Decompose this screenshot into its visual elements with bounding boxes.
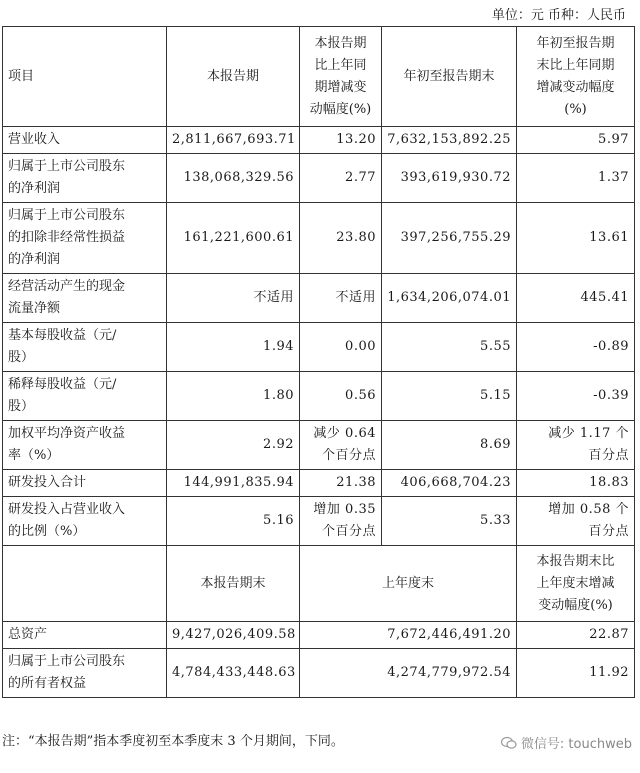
cell-yoy-change: 0.56: [300, 372, 382, 421]
table-row: [3, 274, 635, 323]
cell-ytd-yoy-change: 1.37: [517, 154, 635, 203]
cell-ytd: 1,634,206,074.01: [382, 274, 517, 323]
header-current-period: 本报告期: [167, 27, 300, 127]
balance-header-empty: [3, 546, 167, 622]
cell-current-period: 2,811,667,693.71: [167, 127, 300, 154]
financial-data-table: [2, 26, 635, 698]
cell-current-period: 5.16: [167, 497, 300, 546]
row-item-label: 营业收入: [3, 127, 167, 154]
cell-ytd: 5.55: [382, 323, 517, 372]
row-item-label: 稀释每股收益（元/ 股）: [3, 372, 167, 421]
cell-ytd: 7,632,153,892.25: [382, 127, 517, 154]
wechat-icon: [501, 736, 517, 750]
row-item-label: 研发投入占营业收入 的比例（%）: [3, 497, 167, 546]
table-row: [3, 372, 635, 421]
cell-current-period: 1.80: [167, 372, 300, 421]
cell-yoy-change: 23.80: [300, 203, 382, 274]
table-row: [3, 421, 635, 470]
currency-unit-line: 单位：元 币种：人民币: [491, 8, 626, 23]
row-item-label: 归属于上市公司股东 的扣除非经常性损益 的净利润: [3, 203, 167, 274]
watermark-text: 微信号: touchweb: [520, 737, 632, 752]
cell-ytd: 5.33: [382, 497, 517, 546]
header-yoy-change: 本报告期 比上年同 期增减变 动幅度(%): [300, 27, 382, 127]
cell-ytd: 5.15: [382, 372, 517, 421]
cell-yoy-change: 增加 0.35 个百分点: [300, 497, 382, 546]
cell-ytd-yoy-change: 445.41: [517, 274, 635, 323]
row-item-label: 归属于上市公司股东 的净利润: [3, 154, 167, 203]
cell-current-period: 161,221,600.61: [167, 203, 300, 274]
row-item-label: 加权平均净资产收益 率（%）: [3, 421, 167, 470]
cell-yoy-change: 21.38: [300, 470, 382, 497]
cell-yoy-change: 不适用: [300, 274, 382, 323]
header-period-change: 本报告期末比 上年度末增减 变动幅度(%): [517, 546, 635, 622]
cell-period-end: 9,427,026,409.58: [167, 622, 300, 649]
cell-yoy-change: 2.77: [300, 154, 382, 203]
row-item-label: 经营活动产生的现金 流量净额: [3, 274, 167, 323]
cell-ytd-yoy-change: -0.89: [517, 323, 635, 372]
row-item-label: 研发投入合计: [3, 470, 167, 497]
table-row: [3, 470, 635, 497]
cell-yoy-change: 减少 0.64 个百分点: [300, 421, 382, 470]
wechat-watermark: [501, 733, 632, 752]
balance-row: [3, 622, 635, 649]
table-row: [3, 323, 635, 372]
cell-yoy-change: 13.20: [300, 127, 382, 154]
header-item: 项目: [3, 27, 167, 127]
balance-row: [3, 649, 635, 698]
cell-ytd-yoy-change: 5.97: [517, 127, 635, 154]
cell-current-period: 2.92: [167, 421, 300, 470]
cell-current-period: 不适用: [167, 274, 300, 323]
cell-current-period: 144,991,835.94: [167, 470, 300, 497]
balance-header-row: [3, 546, 635, 622]
cell-ytd: 8.69: [382, 421, 517, 470]
table-row: [3, 497, 635, 546]
cell-period-end: 4,784,433,448.63: [167, 649, 300, 698]
header-ytd-yoy-change: 年初至报告期 末比上年同期 增减变动幅度 (%): [517, 27, 635, 127]
cell-ytd: 397,256,755.29: [382, 203, 517, 274]
cell-ytd-yoy-change: -0.39: [517, 372, 635, 421]
table-row: [3, 203, 635, 274]
table-row: [3, 127, 635, 154]
header-period-end: 本报告期末: [167, 546, 300, 622]
cell-ytd-yoy-change: 增加 0.58 个 百分点: [517, 497, 635, 546]
cell-prev-year-end: 4,274,779,972.54: [300, 649, 517, 698]
cell-ytd-yoy-change: 18.83: [517, 470, 635, 497]
cell-yoy-change: 0.00: [300, 323, 382, 372]
header-ytd: 年初至报告期末: [382, 27, 517, 127]
header-prev-year-end: 上年度末: [300, 546, 517, 622]
table-row: [3, 154, 635, 203]
footnote: 注：“本报告期”指本季度初至本季度末 3 个月期间，下同。: [2, 734, 344, 749]
cell-current-period: 1.94: [167, 323, 300, 372]
cell-ytd: 393,619,930.72: [382, 154, 517, 203]
cell-period-change: 11.92: [517, 649, 635, 698]
cell-ytd-yoy-change: 13.61: [517, 203, 635, 274]
row-item-label: 总资产: [3, 622, 167, 649]
cell-ytd-yoy-change: 减少 1.17 个 百分点: [517, 421, 635, 470]
cell-current-period: 138,068,329.56: [167, 154, 300, 203]
cell-ytd: 406,668,704.23: [382, 470, 517, 497]
cell-prev-year-end: 7,672,446,491.20: [300, 622, 517, 649]
cell-period-change: 22.87: [517, 622, 635, 649]
row-item-label: 归属于上市公司股东 的所有者权益: [3, 649, 167, 698]
row-item-label: 基本每股收益（元/ 股）: [3, 323, 167, 372]
table-header-row: [3, 27, 635, 127]
